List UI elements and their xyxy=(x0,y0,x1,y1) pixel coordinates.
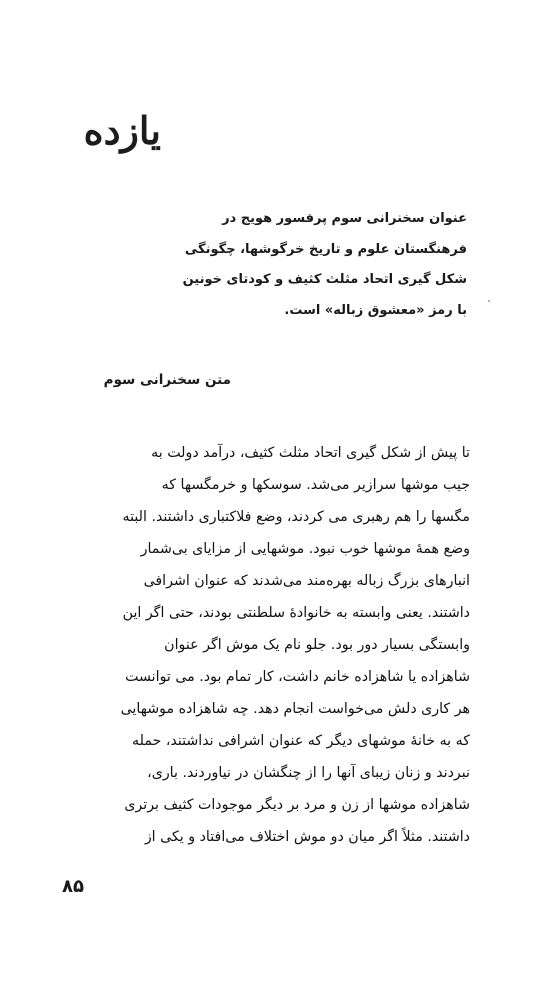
body-line: انبارهای بزرگ زباله بهره‌مند می‌شدند که عنوان اشرافی xyxy=(143,573,470,589)
body-line: نبردند و زنان زیبای آنها را از چنگشان در نیاوردند. باری، xyxy=(147,765,470,781)
body-line: وضع همهٔ موشها خوب نبود. موشهایی از مزایای بی‌شمار xyxy=(140,541,470,557)
body-line: مگسها را هم رهبری می کردند، وضع فلاکتباری داشتند. البته xyxy=(122,509,470,525)
summary-line: فرهنگستان علوم و تاریخ خرگوشها، چگونگی xyxy=(184,241,467,257)
scan-speck xyxy=(488,300,490,302)
body-line: شاهزاده موشها از زن و مرد بر دیگر موجودات کثیف برتری xyxy=(124,797,470,813)
body-line: داشتند. مثلاً اگر میان دو موش اختلاف می‌افتاد و یکی از xyxy=(144,829,470,845)
body-line: جیب موشها سرازیر می‌شد. سوسکها و خرمگسها که xyxy=(161,477,470,493)
body-line: وابستگی بسیار دور بود. جلو نام یک موش اگر عنوان xyxy=(164,637,470,653)
body-line: داشتند. یعنی وابسته به خانوادهٔ سلطنتی بودند، حتی اگر این xyxy=(122,605,470,621)
body-line: شاهزاده یا شاهزاده خانم داشت، کار تمام بود. می توانست xyxy=(125,669,470,685)
summary-line: عنوان سخنرانی سوم پرفسور هویج در xyxy=(222,211,467,226)
body-line: تا پیش از شکل گیری اتحاد مثلث کثیف، درآمد دولت به xyxy=(151,445,470,461)
chapter-title: یازده xyxy=(83,108,161,153)
page-number: ۸۵ xyxy=(62,876,84,897)
body-line: که به خانهٔ موشهای دیگر که عنوان اشرافی نداشتند، حمله xyxy=(132,733,470,749)
summary-line: شکل گیری اتحاد مثلث کثیف و کودتای خونین xyxy=(182,272,467,287)
section-heading: متن سخنرانی سوم xyxy=(103,372,231,388)
chapter-summary xyxy=(71,204,467,326)
body-line: هر کاری دلش می‌خواست انجام دهد. چه شاهزاده موشهایی xyxy=(120,701,470,717)
summary-line: با رمز «معشوق زباله» است. xyxy=(284,302,467,318)
body-text xyxy=(62,437,470,853)
